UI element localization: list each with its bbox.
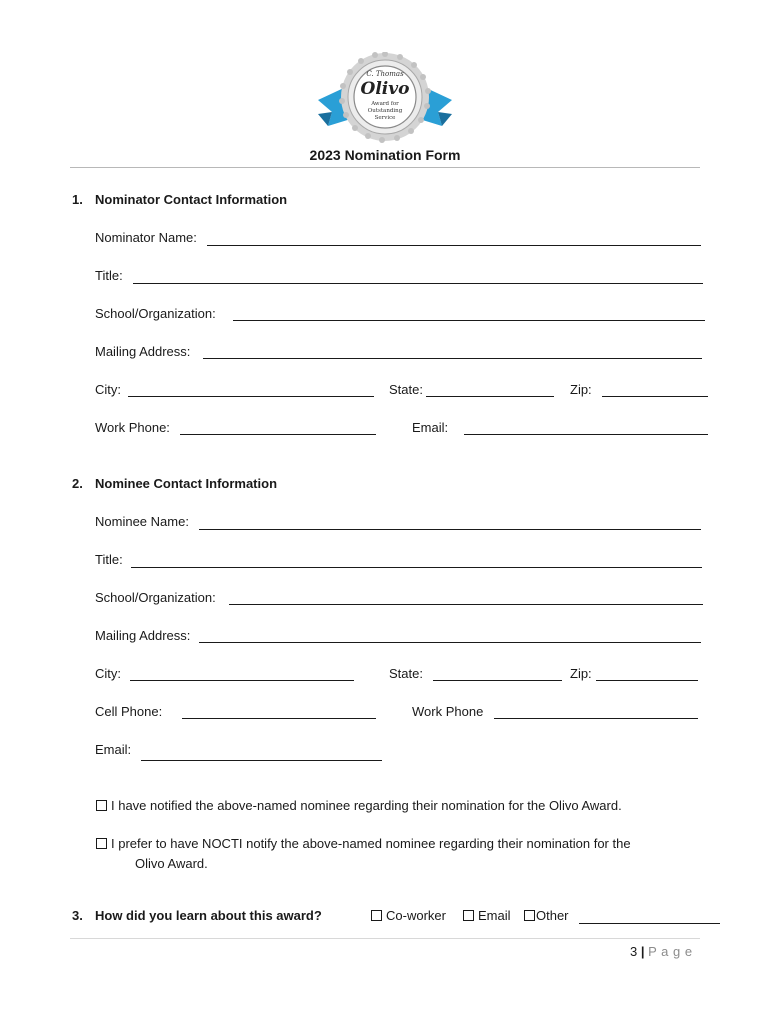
nominator-state-field[interactable] — [426, 396, 554, 397]
nocti-notify-checkbox-label: I prefer to have NOCTI notify the above-named nominee regarding their nomination for the — [111, 836, 631, 851]
nominee-title-field[interactable] — [131, 567, 702, 568]
nominator-email-field[interactable] — [464, 434, 708, 435]
other-checkbox[interactable] — [524, 910, 535, 921]
nominee-zip-label: Zip: — [570, 666, 592, 681]
section2-number: 2. — [72, 476, 83, 491]
nominee-name-field[interactable] — [199, 529, 701, 530]
nominee-work-phone-label: Work Phone — [412, 704, 484, 719]
nominee-state-label: State: — [389, 666, 423, 681]
title-divider — [70, 167, 700, 168]
email-checkbox[interactable] — [463, 910, 474, 921]
nominee-org-label: School/Organization: — [95, 590, 216, 605]
logo-line4: Outstanding — [367, 108, 403, 114]
nominee-org-field[interactable] — [229, 604, 703, 605]
section1-heading: Nominator Contact Information — [95, 192, 288, 207]
other-option — [524, 908, 569, 923]
logo-line5: Service — [374, 115, 396, 121]
nominator-state-label: State: — [389, 382, 423, 397]
nominee-name-label: Nominee Name: — [95, 514, 189, 529]
notified-checkbox-row — [96, 798, 622, 813]
nominator-name-label: Nominator Name: — [95, 230, 197, 245]
nominee-work-phone-field[interactable] — [494, 718, 698, 719]
nominator-work-phone-field[interactable] — [180, 434, 376, 435]
footer-divider — [70, 938, 700, 939]
logo-name: Olivo — [360, 79, 410, 99]
nocti-notify-checkbox[interactable] — [96, 838, 107, 849]
nominator-address-label: Mailing Address: — [95, 344, 191, 359]
nocti-notify-checkbox-label-cont: Olivo Award. — [135, 856, 208, 871]
nominator-name-field[interactable] — [207, 245, 701, 246]
nominator-email-label: Email: — [412, 420, 449, 435]
page-title: 2023 Nomination Form — [309, 147, 461, 163]
other-label: Other — [536, 908, 569, 923]
notified-checkbox[interactable] — [96, 800, 107, 811]
nominator-zip-label: Zip: — [570, 382, 592, 397]
nominee-email-field[interactable] — [141, 760, 382, 761]
nominee-zip-field[interactable] — [596, 680, 698, 681]
nominator-zip-field[interactable] — [602, 396, 708, 397]
nominee-state-field[interactable] — [433, 680, 562, 681]
page-footer — [630, 944, 693, 959]
nocti-notify-checkbox-row — [96, 836, 631, 851]
section3-heading: How did you learn about this award? — [95, 908, 322, 923]
nominee-cell-phone-field[interactable] — [182, 718, 376, 719]
nominator-org-label: School/Organization: — [95, 306, 216, 321]
footer-separator: | — [640, 944, 645, 959]
page-label: P a g e — [648, 944, 693, 959]
nominee-city-label: City: — [95, 666, 121, 681]
section3-number: 3. — [72, 908, 83, 923]
section2-heading: Nominee Contact Information — [95, 476, 278, 491]
logo-line3: Award for — [371, 101, 399, 107]
nominator-org-field[interactable] — [233, 320, 705, 321]
nominator-title-field[interactable] — [133, 283, 703, 284]
nominee-address-label: Mailing Address: — [95, 628, 191, 643]
logo-line1: C. Thomas — [366, 70, 404, 78]
other-field[interactable] — [579, 923, 720, 924]
coworker-checkbox[interactable] — [371, 910, 382, 921]
coworker-label: Co-worker — [386, 908, 446, 923]
nominator-work-phone-label: Work Phone: — [95, 420, 170, 435]
page-number: 3 — [630, 944, 638, 959]
coworker-option — [371, 908, 446, 923]
nominator-address-field[interactable] — [203, 358, 702, 359]
nominator-title-label: Title: — [95, 268, 123, 283]
email-option — [463, 908, 511, 923]
email-label: Email — [478, 908, 511, 923]
nominee-cell-phone-label: Cell Phone: — [95, 704, 163, 719]
nominator-city-label: City: — [95, 382, 121, 397]
nominee-email-label: Email: — [95, 742, 132, 757]
olivo-award-logo — [310, 52, 460, 144]
notified-checkbox-label: I have notified the above-named nominee regarding their nomination for the Olivo Award. — [111, 798, 622, 813]
nominee-address-field[interactable] — [199, 642, 701, 643]
section1-number: 1. — [72, 192, 83, 207]
nominee-city-field[interactable] — [130, 680, 354, 681]
nominator-city-field[interactable] — [128, 396, 374, 397]
nominee-title-label: Title: — [95, 552, 123, 567]
